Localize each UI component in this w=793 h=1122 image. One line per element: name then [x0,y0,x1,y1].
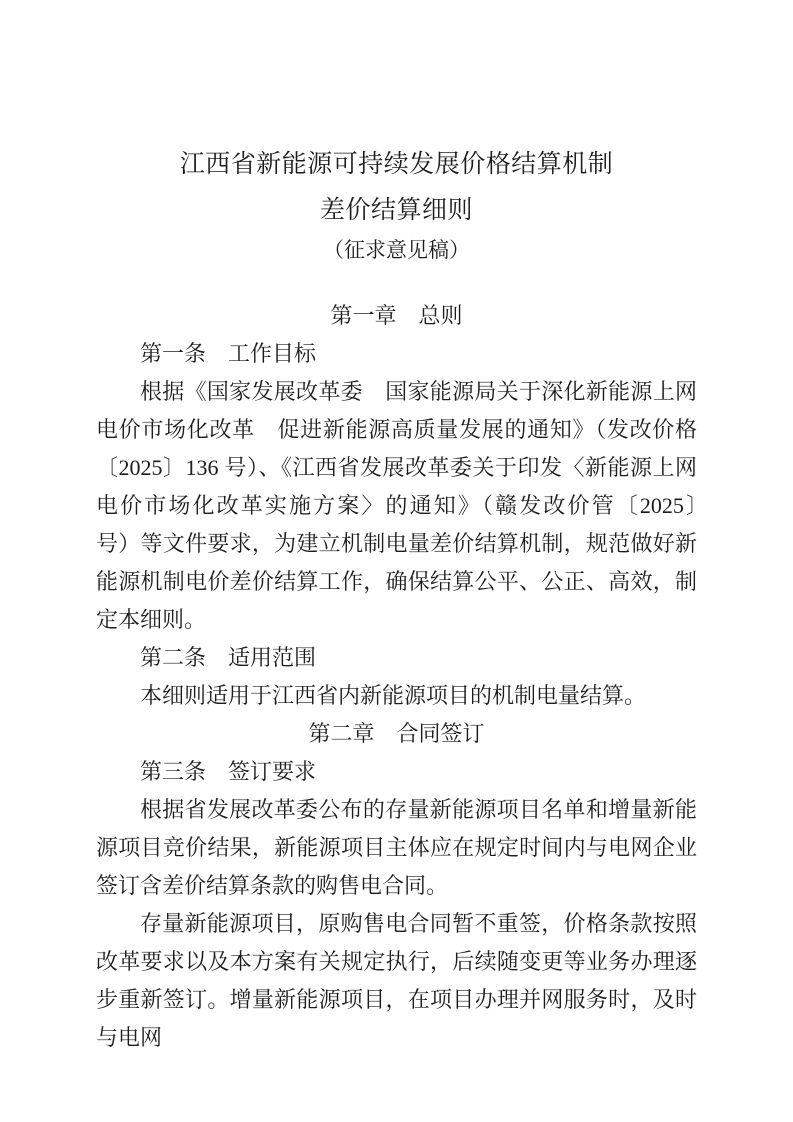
article-1-paragraph-1: 根据《国家发展改革委 国家能源局关于深化新能源上网电价市场化改革 促进新能源高质量发展的通知》（发改价格〔2025〕136 号）、《江西省发展改革委关于印发〈新能源上网电价市场化改革实施方案〉的通知》（赣发改价管〔2025〕 号）等文件要求，为建立机制电量差价结算机制，规范做好新能源机制电价差价结算工作，确保结算公平、公正、高效，制定本细则。 [96,379,720,632]
doc-title-line2: 差价结算细则 [319,197,473,224]
article-2-heading: 第二条 适用范围 [140,645,317,670]
document-body [96,297,720,1057]
doc-title-line1: 江西省新能源可持续发展价格结算机制 [179,151,614,178]
draft-note: （征求意见稿） [323,238,470,262]
article-2-paragraph-1: 本细则适用于江西省内新能源项目的机制电量结算。 [140,683,647,708]
chapter-1-heading: 第一章 总则 [330,303,463,328]
article-3-paragraph-1: 根据省发展改革委公布的存量新能源项目名单和增量新能源项目竞价结果，新能源项目主体应在规定时间内与电网企业签订含差价结算条款的购售电合同。 [96,797,697,898]
article-1-heading: 第一条 工作目标 [140,341,317,366]
article-3-paragraph-2: 存量新能源项目，原购售电合同暂不重签，价格条款按照改革要求以及本方案有关规定执行，后续随变更等业务办理逐步重新签订。增量新能源项目，在项目办理并网服务时，及时与电网 [96,911,697,1050]
article-3-heading: 第三条 签订要求 [140,759,317,784]
chapter-2-heading: 第二章 合同签订 [308,721,485,746]
